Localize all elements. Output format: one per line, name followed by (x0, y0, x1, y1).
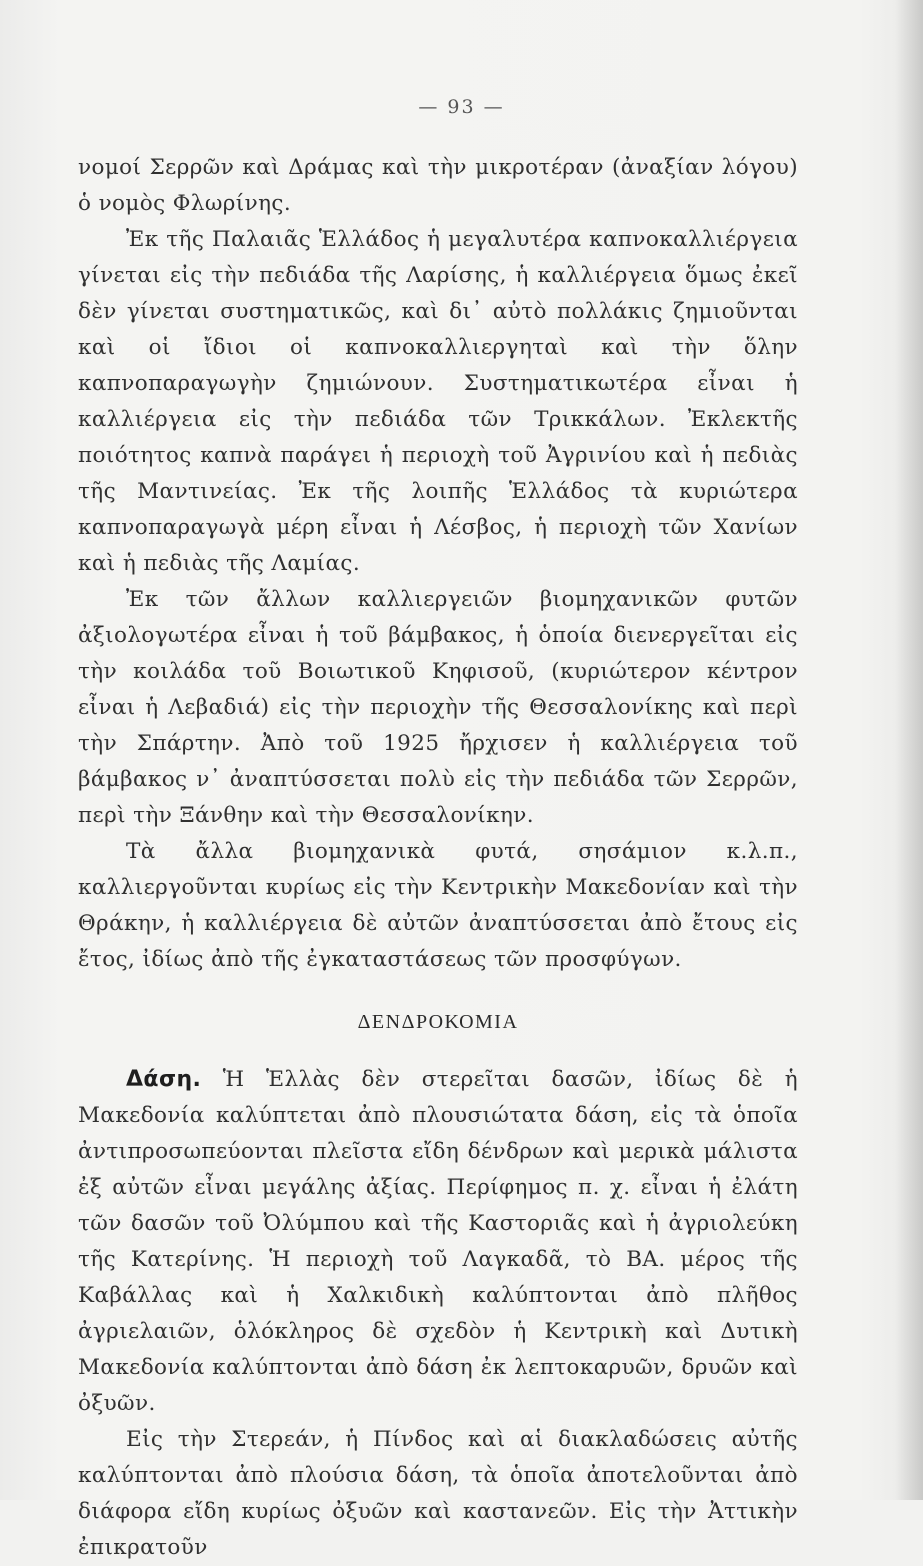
paragraph-4: Τὰ ἄλλα βιομηχανικὰ φυτά, σησάμιον κ.λ.π., καλλιεργοῦνται κυρίως εἰς τὴν Κεντρικὴν Μακεδονίαν καὶ τὴν Θράκην, ἡ καλλιέργεια δὲ αὐτῶν ἀναπτύσσεται ἀπὸ ἔτους εἰς ἔτος, ἰδίως ἀπὸ τῆς ἐγκαταστάσεως τῶν προσφύγων. (78, 839, 798, 972)
paragraph-6: Εἰς τὴν Στερεάν, ἡ Πίνδος καὶ αἱ διακλαδώσεις αὐτῆς καλύπτονται ἀπὸ πλούσια δάση, τὰ ὁποῖα ἀποτελοῦνται ἀπὸ διάφορα εἴδη κυρίως ὀξυῶν καὶ καστανεῶν. Εἰς τὴν Ἀττικὴν ἐπικρατοῦν (78, 1427, 798, 1560)
body-text (78, 150, 798, 1566)
paragraph-1: νομοί Σερρῶν καὶ Δράμας καὶ τὴν μικροτέραν (ἀναξίαν λόγου) ὁ νομὸς Φλωρίνης. (78, 155, 798, 216)
paragraph-2: Ἐκ τῆς Παλαιᾶς Ἑλλάδος ἡ μεγαλυτέρα καπνοκαλλιέργεια γίνεται εἰς τὴν πεδιάδα τῆς Λαρίσης, ἡ καλλιέργεια ὅμως ἐκεῖ δὲν γίνεται συστηματικῶς, καὶ δι᾽ αὐτὸ πολλάκις ζημιοῦνται καὶ οἱ ἴδιοι οἱ καπνοκαλλιεργηταὶ καὶ τὴν ὅλην καπνοπαραγωγὴν ζημιώνουν. Συστηματικωτέρα εἶναι ἡ καλλιέργεια εἰς τὴν πεδιάδα τῶν Τρικκάλων. Ἐκλεκτῆς ποιότητος καπνὰ παράγει ἡ περιοχὴ τοῦ Ἀγρινίου καὶ ἡ πεδιὰς τῆς Μαντινείας. Ἐκ τῆς λοιπῆς Ἑλλάδος τὰ κυριώτερα καπνοπαραγωγὰ μέρη εἶναι ἡ Λέσβος, ἡ περιοχὴ τῶν Χανίων καὶ ἡ πεδιὰς τῆς Λαμίας. (78, 227, 798, 576)
page-number: — 93 — (418, 96, 505, 118)
page-edge-shadow (895, 0, 923, 1500)
paragraph-forests (78, 1062, 798, 1422)
runin-heading: Δάση. (126, 1067, 202, 1092)
paragraph-forests-body: Ἡ Ἑλλὰς δὲν στερεῖται δασῶν, ἰδίως δὲ ἡ Μακεδονία καλύπτεται ἀπὸ πλουσιώτατα δάση, εἰς τὰ ὁποῖα ἀντιπροσωπεύονται πλεῖστα εἴδη δένδρων καὶ μερικὰ μάλιστα ἐξ αὐτῶν εἶναι μεγάλης ἀξίας. Περίφημος π. χ. εἶναι ἡ ἐλάτη τῶν δασῶν τοῦ Ὀλύμπου καὶ τῆς Καστοριᾶς καὶ ἡ ἀγριολεύκη τῆς Κατερίνης. Ἡ περιοχὴ τοῦ Λαγκαδᾶ, τὸ ΒΑ. μέρος τῆς Καβάλλας καὶ ἡ Χαλκιδικὴ καλύπτονται ἀπὸ πλῆθος ἀγριελαιῶν, ὁλόκληρος δὲ σχεδὸν ἡ Κεντρικὴ καὶ Δυτικὴ Μακεδονία καλύπτονται ἀπὸ δάση ἐκ λεπτοκαρυῶν, δρυῶν καὶ ὀξυῶν. (78, 1067, 798, 1416)
paragraph-3: Ἐκ τῶν ἄλλων καλλιεργειῶν βιομηχανικῶν φυτῶν ἀξιολογωτέρα εἶναι ἡ τοῦ βάμβακος, ἡ ὁποία διενεργεῖται εἰς τὴν κοιλάδα τοῦ Βοιωτικοῦ Κηφισοῦ, (κυριώτερον κέντρον εἶναι ἡ Λεβαδιά) εἰς τὴν περιοχὴν τῆς Θεσσαλονίκης καὶ περὶ τὴν Σπάρτην. Ἀπὸ τοῦ 1925 ἤρχισεν ἡ καλλιέργεια τοῦ βάμβακος ν᾽ ἀναπτύσσεται πολὺ εἰς τὴν πεδιάδα τῶν Σερρῶν, περὶ τὴν Ξάνθην καὶ τὴν Θεσσαλονίκην. (78, 587, 798, 828)
section-heading: ΔΕΝΔΡΟΚΟΜΙΑ (357, 1011, 519, 1033)
